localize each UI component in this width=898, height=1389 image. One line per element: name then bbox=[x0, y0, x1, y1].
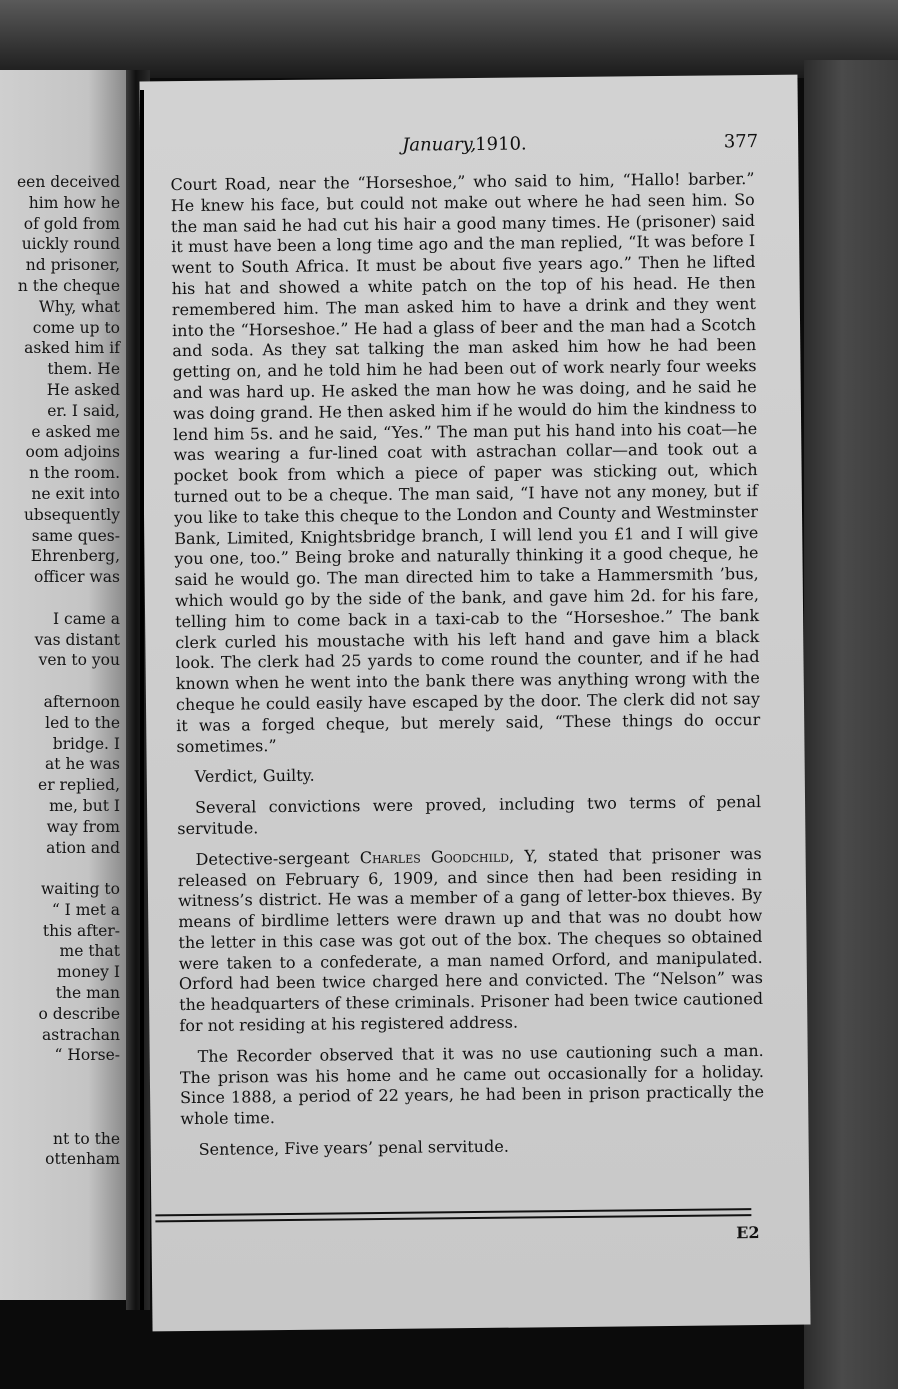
paragraph-sentence: Sentence, Five years’ penal servitude. bbox=[198, 1136, 509, 1159]
statement-body: , Y, stated that prisoner was released on February 6, 1909, and since then had been residing in witness’s district. He was a member of a gang of letter-box thieves. By means of birdlime letters were drawn up and that was no doubt how the letter in this case was got out of the box. The cheques so obtained were taken to a confederate, a man named Orford, and manipulated. Orford had been twice charged here and convicted. The “Nelson” was the headquarters of these criminals. Prisoner had been twice cautioned for not residing at his registered address. bbox=[177, 843, 764, 1036]
left-page-line bbox=[0, 1108, 120, 1129]
left-page-line: the man bbox=[55, 984, 120, 1003]
left-page-line: er. I said, bbox=[47, 401, 120, 420]
left-page-line: n the cheque bbox=[17, 276, 120, 295]
right-page bbox=[139, 75, 810, 1332]
paragraph-verdict: Verdict, Guilty. bbox=[194, 765, 315, 787]
left-page-line bbox=[0, 1066, 120, 1087]
left-page-line: n the room. bbox=[29, 464, 120, 483]
left-page bbox=[0, 70, 126, 1300]
scan-top-background bbox=[0, 0, 898, 78]
left-page-line: e asked me bbox=[31, 422, 120, 441]
left-page-line: Why, what bbox=[38, 297, 120, 316]
left-page-line: ottenham bbox=[45, 1150, 120, 1169]
left-page-line: waiting to bbox=[40, 880, 120, 899]
paragraph-recorder-remark: The Recorder observed that it was no use cautioning such a man. The prison was his home and he came out occasionally for a holiday. Since 1888, a period of 22 years, he had been in prison practically the whole time. bbox=[179, 1040, 765, 1129]
left-page-line: “ Horse- bbox=[54, 1046, 120, 1065]
statement-prefix: Detective-sergeant bbox=[195, 847, 360, 869]
left-page-line: money I bbox=[57, 963, 120, 982]
page-body bbox=[170, 169, 764, 1171]
left-page-line: nt to the bbox=[52, 1129, 120, 1148]
left-page-line: vas distant bbox=[34, 630, 120, 649]
left-page-line bbox=[0, 588, 120, 609]
left-page-line bbox=[0, 671, 120, 692]
left-page-line: same ques- bbox=[31, 526, 120, 545]
left-page-line: at he was bbox=[45, 755, 120, 774]
left-page-line: He asked bbox=[46, 380, 120, 399]
left-page-line: oom adjoins bbox=[25, 443, 120, 462]
left-page-line: this after- bbox=[42, 921, 120, 940]
right-edge-shadow bbox=[804, 60, 898, 1389]
left-page-line: ne exit into bbox=[31, 484, 120, 503]
paragraph-detective-statement bbox=[178, 844, 764, 1037]
left-page-line bbox=[0, 1087, 120, 1108]
left-page-line: I came a bbox=[52, 609, 120, 628]
left-page-line: ubsequently bbox=[23, 505, 120, 524]
left-page-line: come up to bbox=[32, 318, 120, 337]
left-page-line: way from bbox=[46, 817, 120, 836]
left-page-line: nd prisoner, bbox=[25, 256, 120, 275]
paragraph-continued-testimony: Court Road, near the “Horseshoe,” who said to him, “Hallo! barber.” He knew his face, but could not make out where he had seen him. So the man said he had cut his hair a good many times. He (prisoner) said it must have been a long time ago and the man replied, “It was before I went to South Africa. It must be about five years ago.” Then he lifted his hat and showed a white patch on the top of his head. He then remembered him. The man asked him to have a drink and they went into the “Horseshoe.” He had a glass of beer and the man had a Scotch and soda. As they sat talking the man asked him how he had been getting on, and he told him he had been out of work nearly four weeks and was hard up. He asked the man how he was doing, and he said he was doing grand. He then asked him if he would do him the kindness to lend him 5s. and he said, “Yes.” The man put his hand into his coat—he was wearing a fur-lined coat with astrachan collar—and took out a pocket book from which a piece of paper was sticking out, which turned out to be a cheque. The man said, “I have not any money, but if you like to take this cheque to the London and County and Westminster Bank, Limited, Knightsbridge branch, I will lend you £1 and I will give you one, too.” Being broke and naturally thinking it a good cheque, he said he would go. The man directed him to take a Hammersmith ’bus, which would go by the side of the bank, and gave him 2d. for his fare, telling him to come back in a taxi-cab to the “Horseshoe.” The bank clerk curled his moustache with his left hand and gave him a black look. The clerk had 25 yards to come round the counter, and if he had known when he went into the bank there was anything wrong with the cheque he could easily have escaped by the door. The clerk did not say it was a forged cheque, but merely said, “These things do occur sometimes.” bbox=[170, 169, 761, 756]
left-page-line: officer was bbox=[34, 568, 120, 587]
left-page-line: led to the bbox=[45, 713, 120, 732]
running-header bbox=[140, 131, 798, 162]
header-year: 1910. bbox=[475, 133, 527, 155]
page-edge-line bbox=[140, 90, 144, 1310]
left-page-line: ven to you bbox=[38, 651, 120, 670]
left-page-line: astrachan bbox=[42, 1025, 120, 1044]
left-page-text-column bbox=[0, 172, 120, 1170]
page-number: 377 bbox=[723, 131, 759, 153]
left-page-line: of gold from bbox=[23, 214, 120, 233]
left-page-line: een deceived bbox=[16, 173, 120, 191]
signature-mark: E2 bbox=[736, 1223, 760, 1243]
header-title: January, bbox=[402, 133, 477, 156]
left-page-line bbox=[0, 858, 120, 879]
left-page-line: er replied, bbox=[38, 776, 120, 795]
left-page-line: them. He bbox=[47, 360, 120, 379]
witness-name: Charles Goodchild bbox=[359, 846, 510, 867]
left-page-line: me, but I bbox=[49, 796, 120, 815]
left-page-line: him how he bbox=[28, 193, 120, 212]
paragraph-convictions: Several convictions were proved, including two terms of penal servitude. bbox=[177, 792, 762, 839]
left-page-line: ation and bbox=[46, 838, 120, 857]
left-page-line: “ I met a bbox=[51, 900, 120, 919]
left-page-line: me that bbox=[59, 942, 120, 961]
left-page-line: afternoon bbox=[43, 692, 120, 711]
left-page-line: o describe bbox=[38, 1004, 120, 1023]
left-page-line: asked him if bbox=[24, 339, 120, 358]
left-page-line: uickly round bbox=[21, 235, 120, 254]
left-page-line: Ehrenberg, bbox=[30, 547, 120, 566]
left-page-line: bridge. I bbox=[52, 734, 120, 753]
